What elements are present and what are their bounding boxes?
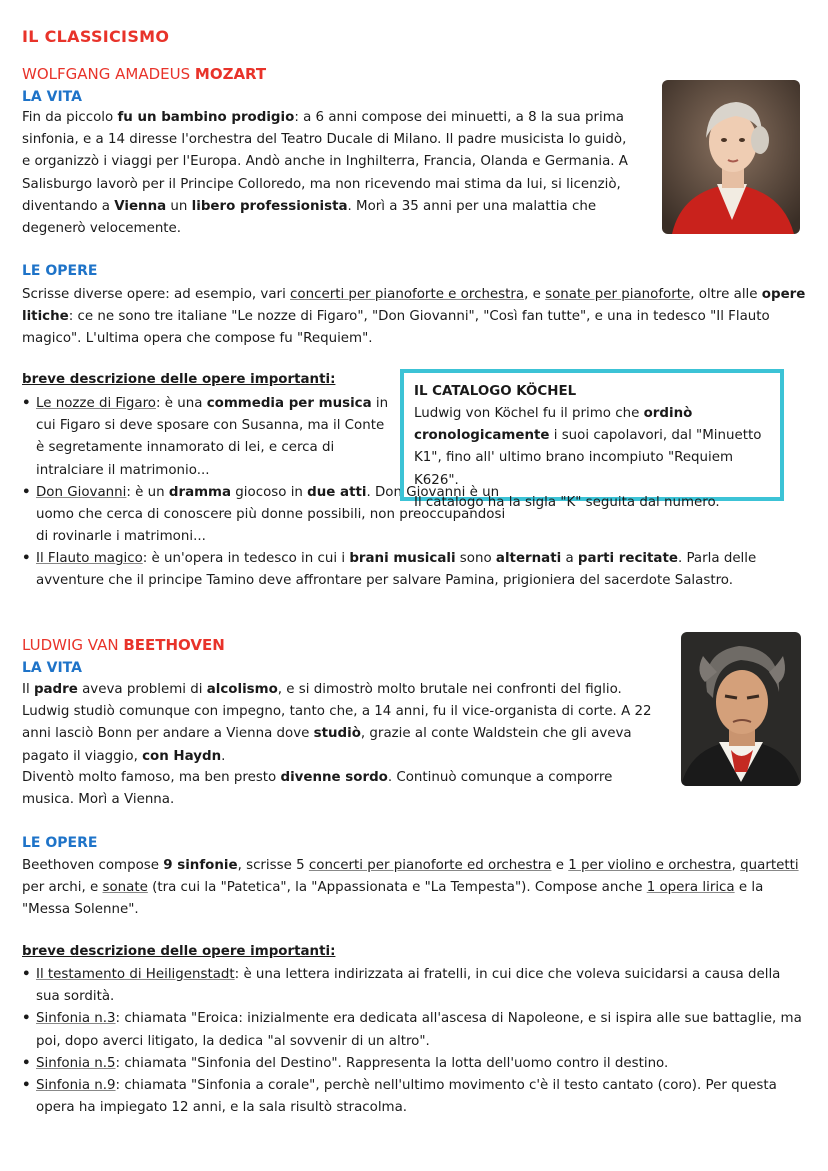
catalogo-text2: Il catalogo ha la sigla "K" seguita dal numero. <box>414 494 720 510</box>
mozart-opere-text: Scrisse diverse opere: ad esempio, vari concerti per pianoforte e orchestra, e sonate per pianoforte, oltre alle opere litiche: ce ne sono tre italiane "Le nozze di Figaro", "Don Giovanni", "Così fan tutte", e una in tedesco "Il Flauto magico". L'ultima opera che compose fu "Requiem". <box>22 287 806 347</box>
beethoven-vita-text: Il padre aveva problemi di alcolismo, e si dimostrò molto brutale nei confronti del figlio. Ludwig studiò comunque con impegno, tanto che, a 14 anni, fu il vice-organista di corte. A 22 anni lasciò Bonn per andare a Vienna dove studiò, grazie al conte Waldstein che gli aveva pagato il viaggio, con Haydn. <box>22 682 652 764</box>
mozart-works-list-a <box>22 393 394 482</box>
mozart-desc-heading: breve descrizione delle opere importanti: <box>22 372 336 387</box>
list-item: • Sinfonia n.5: chiamata "Sinfonia del Destino". Rappresenta la lotta dell'uomo contro il destino. <box>22 1053 802 1075</box>
mozart-opere-heading: LE OPERE <box>22 263 98 279</box>
beethoven-portrait-image <box>681 632 801 786</box>
list-item: • Don Giovanni: è un dramma giocoso in due atti. Don Giovanni è un uomo che cerca di conoscere più donne possibili, non preoccupandosi di rovinarle i matrimoni... <box>22 482 516 549</box>
catalogo-box <box>400 369 784 510</box>
mozart-portrait-image <box>662 80 800 234</box>
mozart-vita-heading: LA VITA <box>22 89 82 105</box>
beethoven-name-bold: BEETHOVEN <box>123 636 225 654</box>
beethoven-opere-heading: LE OPERE <box>22 835 98 851</box>
beethoven-vita-text2: Diventò molto famoso, ma ben presto divenne sordo. Continuò comunque a comporre musica. Morì a Vienna. <box>22 770 613 808</box>
beethoven-desc-heading: breve descrizione delle opere importanti: <box>22 944 336 959</box>
beethoven-opere-text: Beethoven compose 9 sinfonie, scrisse 5 concerti per pianoforte ed orchestra e 1 per violino e orchestra, quartetti per archi, e sonate (tra cui la "Patetica", la "Appassionata e "La Tempesta"). Compose anche 1 opera lirica e la "Messa Solenne". <box>22 858 799 918</box>
mozart-works-list-c <box>22 548 802 592</box>
beethoven-vita-heading: LA VITA <box>22 660 82 676</box>
mozart-vita-text: Fin da piccolo fu un bambino prodigio: a 6 anni compose dei minuetti, a 8 la sua prima sinfonia, e a 14 diresse l'orchestra del Teatro Ducale di Milano. Il padre musicista lo guidò, e organizzò i viaggi per l'Europa. Andò anche in Inghilterra, Francia, Olanda e Germania. A Salisburgo lavorò per il Principe Colloredo, ma non ricevendo mai stima da lui, si licenziò, diventando a Vienna un libero professionista. Morì a 35 anni per una malattia che degenerò velocemente. <box>22 110 628 237</box>
mozart-portrait <box>662 80 800 234</box>
list-item: • Sinfonia n.3: chiamata "Eroica: inizialmente era dedicata all'ascesa di Napoleone, e si ispira alle sue battaglie, ma poi, dopo averci litigato, la dedica "al sovvenir di un altro". <box>22 1008 802 1052</box>
list-item: • Le nozze di Figaro: è una commedia per musica in cui Figaro si deve sposare con Susanna, ma il Conte è segretamente innamorato di lei, e cerca di intralciare il matrimonio... <box>22 393 394 482</box>
beethoven-heading <box>22 636 225 654</box>
list-item: • Il Flauto magico: è un'opera in tedesco in cui i brani musicali sono alternati a parti recitate. Parla delle avventure che il principe Tamino deve affrontare per salvare Pamina, prigioniera del sacerdote Salastro. <box>22 548 802 592</box>
mozart-name-pre: WOLFGANG AMADEUS <box>22 65 195 83</box>
catalogo-text: Ludwig von Köchel fu il primo che ordinò cronologicamente i suoi capolavori, dal "Minuetto K1", fino all' ultimo brano incompiuto "Requiem K626". <box>414 406 762 488</box>
list-item: • Il testamento di Heiligenstadt: è una lettera indirizzata ai fratelli, in cui dice che voleva suicidarsi a causa della sua sordità. <box>22 964 802 1008</box>
beethoven-works-list <box>22 964 802 1119</box>
mozart-name-bold: MOZART <box>194 65 267 83</box>
catalogo-title: IL CATALOGO KÖCHEL <box>414 384 577 399</box>
page-title: IL CLASSICISMO <box>22 27 170 46</box>
list-item: • Sinfonia n.9: chiamata "Sinfonia a corale", perchè nell'ultimo movimento c'è il testo cantato (coro). Per questa opera ha impiegato 12 anni, e la sala risultò stracolma. <box>22 1075 802 1119</box>
beethoven-name-pre: LUDWIG VAN <box>22 636 124 654</box>
mozart-heading <box>22 65 266 83</box>
beethoven-portrait <box>681 632 801 786</box>
